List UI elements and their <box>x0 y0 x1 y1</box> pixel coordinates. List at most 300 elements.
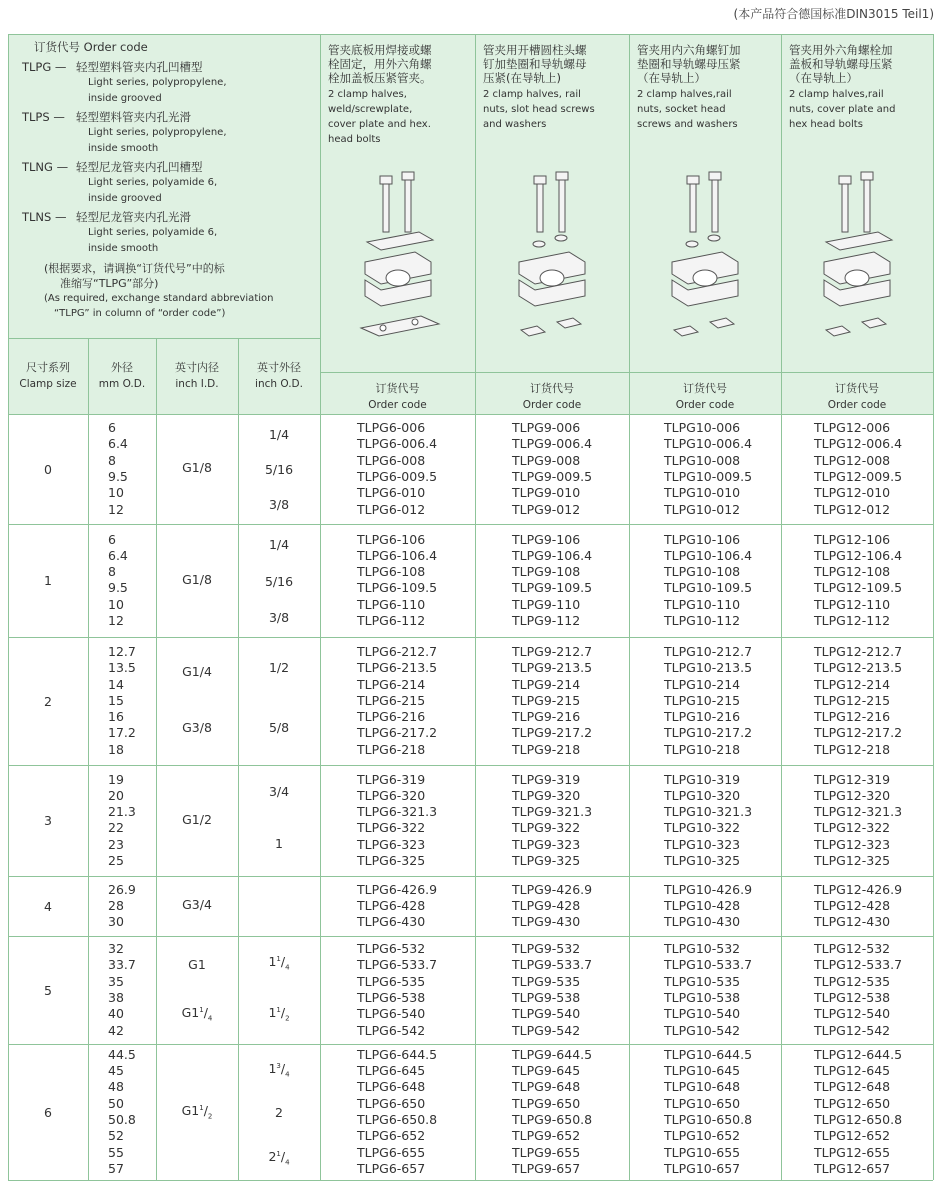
order-code-list <box>357 882 471 931</box>
grid-col-line <box>320 34 321 1180</box>
abbreviation-key: TLPS — <box>22 110 65 124</box>
order-code-value: TLPG10-540 <box>664 1006 741 1022</box>
order-code-value: TLPG12-430 <box>814 914 891 930</box>
order-code-value: TLPG9-645 <box>512 1063 581 1079</box>
order-code-value: TLPG6-652 <box>357 1128 426 1144</box>
od-value: 50.8 <box>108 1111 136 1127</box>
od-value: 14 <box>108 676 124 692</box>
abbreviation-item <box>22 159 322 207</box>
order-code-value: TLPG10-321.3 <box>664 804 753 820</box>
od-value: 48 <box>108 1079 124 1095</box>
abbreviation-en-1: Light series, polyamide 6, <box>88 177 218 188</box>
order-code-value: TLPG12-322 <box>814 820 891 836</box>
abbreviation-en-1: Light series, polypropylene, <box>88 127 227 138</box>
order-code-list <box>357 532 471 630</box>
od-value: 45 <box>108 1063 124 1079</box>
order-code-value: TLPG9-212.7 <box>512 643 593 659</box>
abbreviation-en-2: inside grooved <box>88 193 162 204</box>
order-code-value: TLPG9-217.2 <box>512 725 593 741</box>
order-code-value: TLPG10-212.7 <box>664 643 753 659</box>
order-code-value: TLPG12-323 <box>814 836 891 852</box>
order-code-value: TLPG6-428 <box>357 897 426 913</box>
order-code-value: TLPG12-650.8 <box>814 1111 903 1127</box>
order-code-value: TLPG12-108 <box>814 564 891 580</box>
od-value: 8 <box>108 452 116 468</box>
order-code-value: TLPG6-320 <box>357 787 426 803</box>
order-code-value: TLPG6-542 <box>357 1022 426 1038</box>
od-value: 8 <box>108 564 116 580</box>
order-code-value: TLPG6-325 <box>357 853 426 869</box>
order-code-value: TLPG12-218 <box>814 741 891 757</box>
order-code-value: TLPG9-321.3 <box>512 804 593 820</box>
inch-od-value: 3/8 <box>268 609 290 625</box>
order-code-value: TLPG10-214 <box>664 676 741 692</box>
order-code-value: TLPG10-650 <box>664 1095 741 1111</box>
order-code-value: TLPG9-533.7 <box>512 957 593 973</box>
inch-od-value: $1^3/_4$ <box>268 1061 290 1079</box>
variant-zh-1: 管夹用外六角螺栓加 <box>789 43 893 57</box>
inch-id-value: G1/8 <box>182 460 212 475</box>
od-list <box>108 941 158 1039</box>
order-code-value: TLPG12-644.5 <box>814 1046 903 1062</box>
variant-en-line: head bolts <box>328 134 381 145</box>
order-code-value: TLPG9-535 <box>512 973 581 989</box>
order-code-value: TLPG6-212.7 <box>357 643 438 659</box>
order-code-value: TLPG9-320 <box>512 787 581 803</box>
order-code-value: TLPG12-216 <box>814 709 891 725</box>
order-code-value: TLPG9-323 <box>512 836 581 852</box>
variant-en-line: nuts, socket head <box>637 104 726 115</box>
order-code-value: TLPG9-532 <box>512 941 581 957</box>
order-code-list <box>664 420 777 518</box>
order-code-value: TLPG9-012 <box>512 501 581 517</box>
order-code-value: TLPG10-426.9 <box>664 881 753 897</box>
order-code-value: TLPG9-648 <box>512 1079 581 1095</box>
order-code-value: TLPG6-657 <box>357 1160 426 1176</box>
inch-od-value: 5/16 <box>264 462 294 477</box>
order-code-value: TLPG12-657 <box>814 1160 891 1176</box>
order-code-value: TLPG12-109.5 <box>814 580 903 596</box>
order-code-value: TLPG12-655 <box>814 1144 891 1160</box>
order-code-value: TLPG6-650 <box>357 1095 426 1111</box>
order-code-value: TLPG12-540 <box>814 1006 891 1022</box>
order-code-value: TLPG6-010 <box>357 485 426 501</box>
order-code-value: TLPG9-110 <box>512 596 581 612</box>
abbreviation-item <box>22 209 322 257</box>
order-code-list <box>814 772 929 870</box>
inch-id-en: inch I.D. <box>175 378 219 390</box>
order-code-value: TLPG9-644.5 <box>512 1046 593 1062</box>
order-code-value: TLPG10-652 <box>664 1128 741 1144</box>
od-value: 9.5 <box>108 468 128 484</box>
order-code-value: TLPG6-532 <box>357 941 426 957</box>
order-code-value: TLPG9-106 <box>512 531 581 547</box>
order-code-value: TLPG12-426.9 <box>814 881 903 897</box>
od-value: 52 <box>108 1128 124 1144</box>
variant-en-line: nuts, cover plate and <box>789 104 896 115</box>
order-code-value: TLPG10-112 <box>664 613 741 629</box>
order-code-value: TLPG9-109.5 <box>512 580 593 596</box>
order-code-value: TLPG12-213.5 <box>814 660 903 676</box>
grid-col-line <box>156 338 157 1180</box>
order-code-value: TLPG10-535 <box>664 973 741 989</box>
od-value: 33.7 <box>108 957 136 973</box>
order-code-value: TLPG10-644.5 <box>664 1046 753 1062</box>
variant-en <box>328 87 469 147</box>
grid-col-line <box>629 34 630 1180</box>
od-value: 10 <box>108 596 124 612</box>
grid-right <box>933 34 934 1180</box>
abbreviation-line <box>22 159 322 175</box>
order-code-value: TLPG12-533.7 <box>814 957 903 973</box>
order-code-value: TLPG12-212.7 <box>814 643 903 659</box>
order-code-value: TLPG10-217.2 <box>664 725 753 741</box>
od-list <box>108 532 158 630</box>
abbreviation-en-2: inside grooved <box>88 93 162 104</box>
order-code-value: TLPG9-010 <box>512 485 581 501</box>
order-code-value: TLPG6-540 <box>357 1006 426 1022</box>
order-code-header-3 <box>629 374 781 414</box>
order-code-value: TLPG10-533.7 <box>664 957 753 973</box>
abbreviation-item <box>22 59 322 107</box>
od-value: 57 <box>108 1160 124 1176</box>
order-code-value: TLPG10-323 <box>664 836 741 852</box>
order-code-value: TLPG10-010 <box>664 485 741 501</box>
variant-en <box>789 87 927 132</box>
order-code-value: TLPG10-106 <box>664 531 741 547</box>
order-code-value: TLPG9-009.5 <box>512 468 593 484</box>
od-value: 12 <box>108 613 124 629</box>
order-code-value: TLPG12-217.2 <box>814 725 903 741</box>
order-code-title: 订货代号 Order code <box>34 40 148 54</box>
clamp-assembly-drawing <box>802 170 912 355</box>
variant-zh-1: 管夹用开槽圆柱头螺 <box>483 43 587 57</box>
remark-en-1: (As required, exchange standard abbreviation <box>44 293 274 304</box>
order-code-value: TLPG12-648 <box>814 1079 891 1095</box>
order-code-value: TLPG12-535 <box>814 973 891 989</box>
order-code-value: TLPG10-322 <box>664 820 741 836</box>
variant-header-1 <box>320 37 475 147</box>
order-code-value: TLPG12-106 <box>814 531 891 547</box>
order-code-value: TLPG6-218 <box>357 741 426 757</box>
order-code-value: TLPG10-110 <box>664 596 741 612</box>
abbreviation-zh: 轻型尼龙管夹内孔凹槽型 <box>76 160 203 174</box>
order-code-value: TLPG9-214 <box>512 676 581 692</box>
order-code-value: TLPG10-218 <box>664 741 741 757</box>
variant-en <box>483 87 623 132</box>
od-value: 55 <box>108 1144 124 1160</box>
order-code-value: TLPG12-645 <box>814 1063 891 1079</box>
order-code-list <box>814 882 929 931</box>
inch-od-value: $1^1/_2$ <box>268 1004 290 1023</box>
order-code-value: TLPG10-320 <box>664 787 741 803</box>
order-code-value: TLPG6-112 <box>357 613 426 629</box>
od-value: 12.7 <box>108 643 136 659</box>
inch-od-value: 3/8 <box>268 497 290 513</box>
inch-id-value: G1/2 <box>182 811 212 827</box>
order-code-value: TLPG10-650.8 <box>664 1111 753 1127</box>
order-code-value: TLPG10-213.5 <box>664 660 753 676</box>
order-code-value: TLPG10-012 <box>664 501 741 517</box>
order-code-value: TLPG10-645 <box>664 1063 741 1079</box>
inch-id-value: $G1^1/_2$ <box>181 1103 213 1121</box>
od-value: 6 <box>108 420 116 436</box>
order-code-value: TLPG10-006.4 <box>664 436 753 452</box>
order-code-value: TLPG12-215 <box>814 692 891 708</box>
order-code-value: TLPG9-426.9 <box>512 881 593 897</box>
order-code-value: TLPG9-428 <box>512 897 581 913</box>
order-code-value: TLPG12-009.5 <box>814 468 903 484</box>
order-code-value: TLPG9-650.8 <box>512 1111 593 1127</box>
clamp-size-cell: 6 <box>44 1104 52 1120</box>
order-code-value: TLPG6-213.5 <box>357 660 438 676</box>
od-value: 28 <box>108 897 124 913</box>
order-code-value: TLPG6-655 <box>357 1144 426 1160</box>
order-code-value: TLPG9-652 <box>512 1128 581 1144</box>
grid-col-line <box>475 34 476 1180</box>
order-code-list <box>814 644 929 758</box>
order-code-header-1 <box>320 374 475 414</box>
inch-od-value: 1/2 <box>268 660 290 675</box>
grid-legend-bottom <box>8 338 320 339</box>
order-code-value: TLPG6-648 <box>357 1079 426 1095</box>
order-code-value: TLPG10-538 <box>664 989 741 1005</box>
order-code-value: TLPG6-650.8 <box>357 1111 438 1127</box>
od-value: 9.5 <box>108 580 128 596</box>
inch-od-value: 1/4 <box>268 426 290 442</box>
order-code-value: TLPG12-319 <box>814 771 891 787</box>
order-code-value: TLPG10-428 <box>664 897 741 913</box>
order-code-value: TLPG9-655 <box>512 1144 581 1160</box>
variant-zh-2: 栓固定，用外六角螺 <box>328 57 432 71</box>
grid-drawing-bottom <box>320 372 933 373</box>
order-code-value: TLPG6-217.2 <box>357 725 438 741</box>
abbreviation-en-1: Light series, polyamide 6, <box>88 227 218 238</box>
order-code-value: TLPG12-214 <box>814 676 891 692</box>
order-code-value: TLPG12-106.4 <box>814 547 903 563</box>
grid-row-line <box>8 524 933 525</box>
grid-row-line <box>8 936 933 937</box>
variant-en-line: 2 clamp halves, <box>328 89 407 100</box>
grid-row-line <box>8 1044 933 1045</box>
order-code-value: TLPG6-426.9 <box>357 881 438 897</box>
inch-od-value: 1 <box>275 835 283 851</box>
order-code-value: TLPG12-532 <box>814 941 891 957</box>
order-code-value: TLPG12-650 <box>814 1095 891 1111</box>
order-code-list <box>357 772 471 870</box>
grid-row-line <box>8 637 933 638</box>
abbreviation-line <box>22 209 322 225</box>
order-code-value: TLPG9-215 <box>512 692 581 708</box>
grid-col-line <box>781 34 782 1180</box>
order-code-value: TLPG12-006.4 <box>814 436 903 452</box>
order-code-value: TLPG10-108 <box>664 564 741 580</box>
order-code-value: TLPG9-218 <box>512 741 581 757</box>
order-code-list <box>814 532 929 630</box>
order-code-value: TLPG10-216 <box>664 709 741 725</box>
od-value: 23 <box>108 836 124 852</box>
order-code-value: TLPG9-008 <box>512 452 581 468</box>
od-value: 42 <box>108 1022 124 1038</box>
od-value: 6.4 <box>108 436 128 452</box>
abbreviation-zh: 轻型塑料管夹内孔凹槽型 <box>76 60 203 74</box>
order-code-value: TLPG9-112 <box>512 613 581 629</box>
od-value: 20 <box>108 787 124 803</box>
variant-zh-3: （在导轨上） <box>637 71 706 85</box>
abbreviation-en-2: inside smooth <box>88 243 159 254</box>
od-header <box>88 360 156 392</box>
order-code-en: Order code <box>522 399 582 411</box>
order-code-en: Order code <box>827 399 887 411</box>
inch-od-value: 5/16 <box>264 573 294 589</box>
standard-note: (本产品符合德国标准DIN3015 Teil1) <box>733 7 934 21</box>
variant-zh-3: 压紧(在导轨上) <box>483 71 561 85</box>
od-list <box>108 882 158 931</box>
inch-id-value: G3/4 <box>182 897 212 912</box>
abbreviation-key: TLNG — <box>22 160 69 174</box>
order-code-value: TLPG9-322 <box>512 820 581 836</box>
od-value: 22 <box>108 820 124 836</box>
inch-id-header <box>156 360 238 392</box>
abbreviation-zh: 轻型尼龙管夹内孔光滑 <box>76 210 191 224</box>
order-code-value: TLPG6-009.5 <box>357 468 438 484</box>
grid-row-line <box>8 876 933 877</box>
order-code-list <box>357 1047 471 1177</box>
clamp-size-header <box>8 360 88 392</box>
grid-col-line <box>238 338 239 1180</box>
od-value: 12 <box>108 501 124 517</box>
order-code-legend <box>22 40 322 321</box>
order-code-list <box>664 941 777 1039</box>
order-code-value: TLPG10-655 <box>664 1144 741 1160</box>
order-code-value: TLPG10-109.5 <box>664 580 753 596</box>
variant-en-line: 2 clamp halves,rail <box>789 89 884 100</box>
remark <box>44 261 322 321</box>
order-code-value: TLPG9-542 <box>512 1022 581 1038</box>
abbreviation-list <box>22 59 322 257</box>
od-en: mm O.D. <box>98 378 146 390</box>
remark-zh-1: (根据要求，请调换“订货代号”中的标 <box>44 262 225 275</box>
abbreviation-zh: 轻型塑料管夹内孔光滑 <box>76 110 191 124</box>
order-code-value: TLPG12-006 <box>814 420 891 436</box>
variant-en-line: and washers <box>483 119 547 130</box>
order-code-value: TLPG10-106.4 <box>664 547 753 563</box>
inch-od-value: 3/4 <box>268 783 290 799</box>
od-value: 44.5 <box>108 1046 136 1062</box>
order-code-zh: 订货代号 <box>683 382 727 395</box>
abbreviation-en-2: inside smooth <box>88 143 159 154</box>
grid-row-line <box>8 1180 933 1181</box>
abbreviation-key: TLPG — <box>22 60 67 74</box>
grid-left <box>8 34 9 1180</box>
od-value: 26.9 <box>108 881 136 897</box>
order-code-value: TLPG12-321.3 <box>814 804 903 820</box>
order-code-value: TLPG9-106.4 <box>512 547 593 563</box>
variant-en <box>637 87 775 132</box>
clamp-size-cell: 3 <box>44 813 52 828</box>
clamp-assembly-drawing <box>497 170 607 355</box>
order-code-header-4 <box>781 374 933 414</box>
order-code-zh: 订货代号 <box>530 382 574 395</box>
variant-zh-1: 管夹底板用焊接或螺 <box>328 43 432 57</box>
inch-od-value: 1/4 <box>268 537 290 553</box>
clamp-size-cell: 4 <box>44 898 52 914</box>
order-code-value: TLPG9-319 <box>512 771 581 787</box>
order-code-list <box>357 644 471 758</box>
od-value: 50 <box>108 1095 124 1111</box>
order-code-value: TLPG9-325 <box>512 853 581 869</box>
od-value: 18 <box>108 741 124 757</box>
order-code-value: TLPG9-430 <box>512 914 581 930</box>
od-list <box>108 420 158 518</box>
order-code-list <box>512 1047 625 1177</box>
inch-id-value: $G1^1/_4$ <box>181 1004 213 1023</box>
order-code-value: TLPG6-430 <box>357 914 426 930</box>
variant-zh-2: 盖板和导轨螺母压紧 <box>789 57 893 71</box>
od-value: 16 <box>108 709 124 725</box>
order-code-value: TLPG12-012 <box>814 501 891 517</box>
order-code-value: TLPG6-006 <box>357 420 426 436</box>
grid-row-line <box>8 765 933 766</box>
order-code-list <box>664 644 777 758</box>
order-code-value: TLPG6-106 <box>357 531 426 547</box>
variant-header-3 <box>629 37 781 132</box>
clamp-size-cell: 2 <box>44 693 52 709</box>
order-code-value: TLPG10-009.5 <box>664 468 753 484</box>
order-code-list <box>512 882 625 931</box>
order-code-value: TLPG10-542 <box>664 1022 741 1038</box>
variant-zh-2: 垫圈和导轨螺母压紧 <box>637 57 741 71</box>
clamp-assembly-drawing <box>650 170 760 355</box>
order-code-value: TLPG12-652 <box>814 1128 891 1144</box>
od-value: 21.3 <box>108 804 136 820</box>
inch-id-value: G1 <box>188 957 206 973</box>
grid-header-bottom <box>8 414 933 415</box>
order-code-list <box>814 941 929 1039</box>
order-code-list <box>512 941 625 1039</box>
od-value: 6 <box>108 531 116 547</box>
order-code-zh: 订货代号 <box>375 382 420 395</box>
order-code-value: TLPG10-648 <box>664 1079 741 1095</box>
abbreviation-item <box>22 109 322 157</box>
order-code-value: TLPG10-319 <box>664 771 741 787</box>
order-code-list <box>512 420 625 518</box>
order-code-value: TLPG6-533.7 <box>357 957 438 973</box>
variant-en-line: screws and washers <box>637 119 738 130</box>
remark-en-2: “TLPG” in column of “order code”) <box>54 308 226 319</box>
order-code-value: TLPG9-108 <box>512 564 581 580</box>
abbreviation-en-1: Light series, polypropylene, <box>88 77 227 88</box>
od-value: 13.5 <box>108 660 136 676</box>
clamp-assembly-drawing <box>343 170 453 355</box>
order-code-list <box>512 772 625 870</box>
order-code-zh: 订货代号 <box>835 382 879 395</box>
order-code-value: TLPG6-322 <box>357 820 426 836</box>
inch-od-zh: 英寸外径 <box>257 361 301 374</box>
od-list <box>108 1047 158 1177</box>
od-value: 40 <box>108 1006 124 1022</box>
inch-od-value: 5/8 <box>268 720 290 736</box>
inch-id-zh: 英寸内径 <box>175 361 219 374</box>
order-code-value: TLPG6-008 <box>357 452 426 468</box>
order-code-value: TLPG10-532 <box>664 941 741 957</box>
inch-od-header <box>238 360 320 392</box>
order-code-value: TLPG6-106.4 <box>357 547 438 563</box>
variant-en-line: 2 clamp halves, rail <box>483 89 581 100</box>
inch-id-value: G1/8 <box>182 571 212 587</box>
order-code-value: TLPG12-538 <box>814 989 891 1005</box>
order-code-value: TLPG9-540 <box>512 1006 581 1022</box>
